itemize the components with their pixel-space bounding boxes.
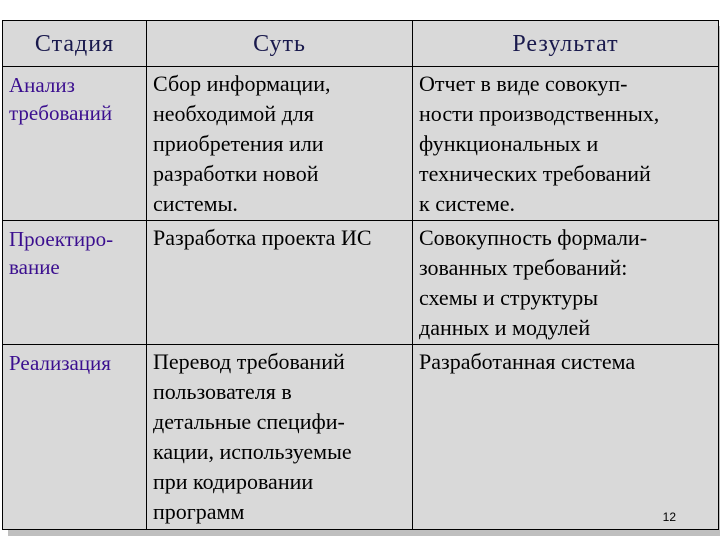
essence-line: детальные специфи- (153, 409, 345, 435)
essence-line: Сбор информации, (153, 71, 331, 96)
essence-line: Разработка проекта ИС (153, 225, 372, 251)
result-line: схемы и структуры (419, 285, 599, 311)
result-line: ности производственных, (419, 101, 660, 126)
essence-line: программ (153, 499, 245, 525)
header-result: Результат (413, 21, 719, 67)
stage-line: требований (9, 101, 113, 125)
result-line: зованных требований: (419, 255, 628, 281)
result-line: данных и модулей (419, 315, 591, 341)
header-stage: Стадия (3, 21, 147, 67)
essence-line: необходимой для (153, 101, 314, 126)
essence-cell (147, 221, 413, 345)
result-line: функциональных и (419, 131, 599, 156)
result-cell (413, 221, 719, 345)
stage-cell (3, 67, 147, 221)
essence-cell (147, 67, 413, 221)
table-row (3, 221, 719, 345)
stages-table (2, 20, 719, 530)
essence-line: системы. (153, 191, 238, 216)
essence-line: кации, используемые (153, 439, 352, 465)
stage-cell (3, 345, 147, 530)
stage-line: Реализация (9, 351, 111, 376)
stage-line: Проектиро- (9, 227, 114, 252)
result-line: Разработанная система (419, 349, 636, 375)
result-line: Совокупность формали- (419, 225, 648, 251)
table-row (3, 345, 719, 530)
table-row (3, 67, 719, 221)
essence-line: пользователя в (153, 379, 292, 405)
result-line: Отчет в виде совокуп- (419, 71, 628, 96)
stage-line: Анализ (9, 73, 75, 97)
essence-line: разработки новой (153, 161, 319, 186)
essence-line: при кодировании (153, 469, 314, 495)
essence-cell (147, 345, 413, 530)
result-line: технических требований (419, 161, 651, 186)
header-row (3, 21, 719, 67)
stage-cell (3, 221, 147, 345)
essence-line: Перевод требований (153, 349, 345, 375)
page-number: 12 (662, 510, 676, 524)
result-cell (413, 345, 719, 530)
header-essence: Суть (147, 21, 413, 67)
result-cell (413, 67, 719, 221)
essence-line: приобретения или (153, 131, 324, 156)
stage-line: вание (9, 255, 60, 280)
result-line: к системе. (419, 191, 516, 216)
